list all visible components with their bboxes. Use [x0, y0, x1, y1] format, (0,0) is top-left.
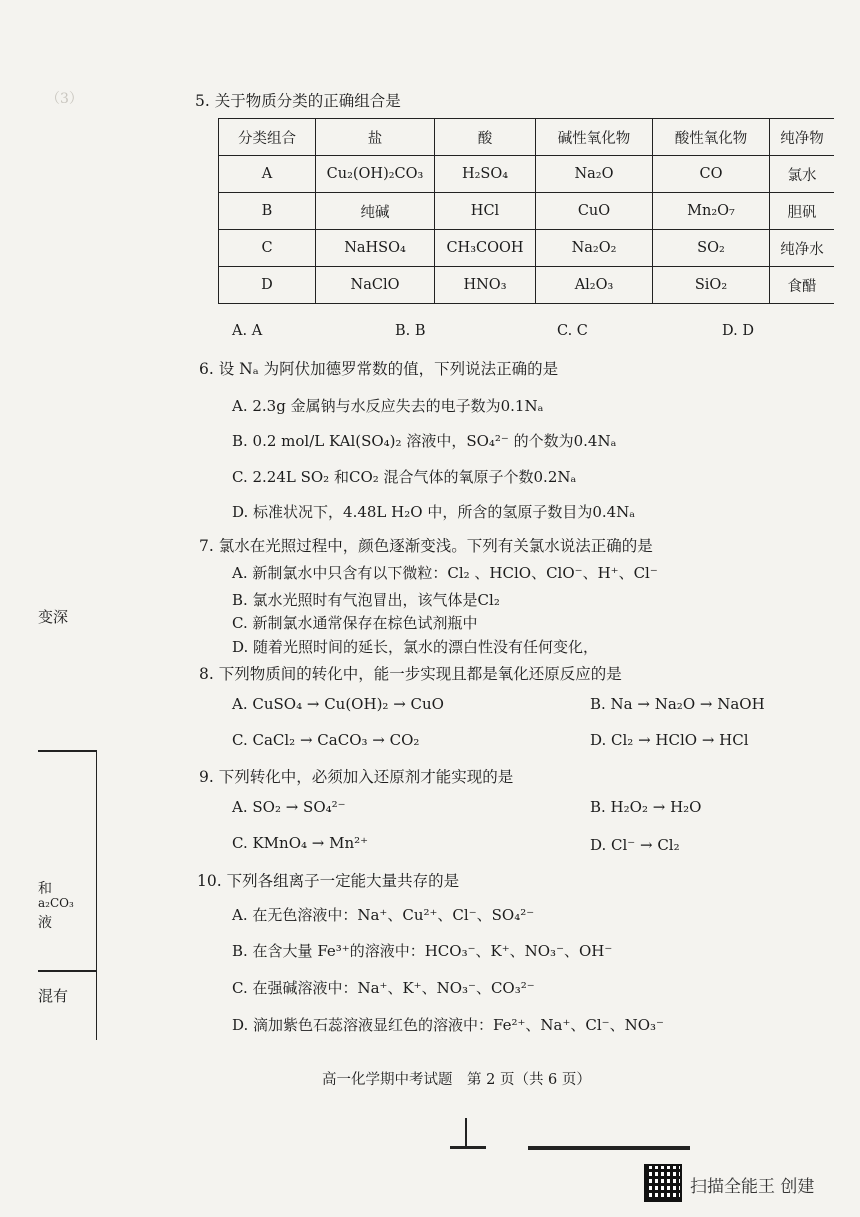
q7-option-d: D. 随着光照时间的延长，氯水的漂白性没有任何变化， — [232, 638, 599, 656]
table-header: 盐 — [316, 119, 435, 156]
q7-stem: 7. 氯水在光照过程中，颜色逐渐变浅。下列有关氯水说法正确的是 — [199, 537, 653, 555]
left-mark: （3） — [46, 91, 83, 107]
table-cell: 纯碱 — [316, 193, 435, 230]
table-cell: 纯净水 — [770, 230, 835, 267]
table-cell: SO₂ — [653, 230, 770, 267]
binding-mark — [465, 1118, 467, 1148]
table-cell: D — [219, 267, 316, 304]
table-cell: NaClO — [316, 267, 435, 304]
table-row — [219, 230, 835, 267]
q5-option-c: C. C — [557, 323, 588, 339]
table-row — [219, 267, 835, 304]
q10-option-d: D. 滴加紫色石蕊溶液显红色的溶液中：Fe²⁺、Na⁺、Cl⁻、NO₃⁻ — [232, 1016, 664, 1034]
table-cell: SiO₂ — [653, 267, 770, 304]
table-cell: Na₂O — [536, 156, 653, 193]
table-row — [219, 156, 835, 193]
q10-option-c: C. 在强碱溶液中：Na⁺、K⁺、NO₃⁻、CO₃²⁻ — [232, 979, 535, 997]
left-fragment: 混有 — [38, 987, 69, 1005]
table-cell: 食醋 — [770, 267, 835, 304]
left-fragment: 液 — [38, 915, 52, 931]
table-cell: 胆矾 — [770, 193, 835, 230]
q5-classification-table — [218, 118, 834, 304]
q5-option-a: A. A — [232, 323, 263, 339]
table-cell: A — [219, 156, 316, 193]
table-row — [219, 193, 835, 230]
left-fragment: a₂CO₃ — [38, 896, 74, 910]
q8-option-c: C. CaCl₂ → CaCO₃ → CO₂ — [232, 731, 420, 749]
q9-option-b: B. H₂O₂ → H₂O — [590, 798, 702, 816]
q6-option-d: D. 标准状况下，4.48L H₂O 中，所含的氢原子数目为0.4Nₐ — [232, 503, 636, 521]
binding-mark — [450, 1146, 486, 1149]
left-frame-line — [38, 970, 96, 972]
table-cell: Na₂O₂ — [536, 230, 653, 267]
q9-option-c: C. KMnO₄ → Mn²⁺ — [232, 834, 369, 852]
q5-option-d: D. D — [722, 323, 754, 339]
page-footer: 高一化学期中考试题 第 2 页（共 6 页） — [322, 1072, 591, 1088]
q6-stem: 6. 设 Nₐ 为阿伏加德罗常数的值，下列说法正确的是 — [199, 360, 559, 378]
q6-option-c: C. 2.24L SO₂ 和CO₂ 混合气体的氧原子个数0.2Nₐ — [232, 468, 577, 486]
table-cell: CH₃COOH — [435, 230, 536, 267]
q6-option-a: A. 2.3g 金属钠与水反应失去的电子数为0.1Nₐ — [232, 397, 544, 415]
table-cell: H₂SO₄ — [435, 156, 536, 193]
qr-code-icon — [644, 1164, 682, 1202]
q7-option-a: A. 新制氯水中只含有以下微粒：Cl₂ 、HClO、ClO⁻、H⁺、Cl⁻ — [232, 564, 658, 582]
q7-option-b: B. 氯水光照时有气泡冒出，该气体是Cl₂ — [232, 591, 500, 609]
q9-stem: 9. 下列转化中，必须加入还原剂才能实现的是 — [199, 768, 514, 786]
table-header: 纯净物 — [770, 119, 835, 156]
q6-option-b: B. 0.2 mol/L KAl(SO₄)₂ 溶液中，SO₄²⁻ 的个数为0.4Nₐ — [232, 432, 617, 450]
table-cell: CO — [653, 156, 770, 193]
q9-option-d: D. Cl⁻ → Cl₂ — [590, 836, 680, 854]
q5-option-b: B. B — [395, 323, 426, 339]
q9-option-a: A. SO₂ → SO₄²⁻ — [232, 798, 346, 816]
q7-option-c: C. 新制氯水通常保存在棕色试剂瓶中 — [232, 614, 478, 632]
q8-option-b: B. Na → Na₂O → NaOH — [590, 695, 765, 713]
q8-option-a: A. CuSO₄ → Cu(OH)₂ → CuO — [232, 695, 444, 713]
q10-stem: 10. 下列各组离子一定能大量共存的是 — [197, 872, 460, 890]
table-cell: NaHSO₄ — [316, 230, 435, 267]
table-cell: Al₂O₃ — [536, 267, 653, 304]
q8-option-d: D. Cl₂ → HClO → HCl — [590, 731, 749, 749]
table-cell: CuO — [536, 193, 653, 230]
table-cell: B — [219, 193, 316, 230]
q10-option-a: A. 在无色溶液中：Na⁺、Cu²⁺、Cl⁻、SO₄²⁻ — [232, 906, 535, 924]
table-header: 分类组合 — [219, 119, 316, 156]
table-cell: Cu₂(OH)₂CO₃ — [316, 156, 435, 193]
table-header: 酸性氧化物 — [653, 119, 770, 156]
q8-stem: 8. 下列物质间的转化中，能一步实现且都是氧化还原反应的是 — [199, 665, 622, 683]
left-fragment: 变深 — [38, 608, 69, 626]
table-cell: Mn₂O₇ — [653, 193, 770, 230]
table-header: 碱性氧化物 — [536, 119, 653, 156]
binding-mark — [528, 1146, 690, 1150]
q10-option-b: B. 在含大量 Fe³⁺的溶液中：HCO₃⁻、K⁺、NO₃⁻、OH⁻ — [232, 942, 613, 960]
table-cell: HNO₃ — [435, 267, 536, 304]
table-cell: HCl — [435, 193, 536, 230]
table-header-row — [219, 119, 835, 156]
table-header: 酸 — [435, 119, 536, 156]
q5-stem: 5. 关于物质分类的正确组合是 — [195, 92, 401, 110]
table-cell: C — [219, 230, 316, 267]
table-cell: 氯水 — [770, 156, 835, 193]
left-fragment: 和 — [38, 881, 52, 897]
scanner-watermark: 扫描全能王 创建 — [690, 1177, 815, 1197]
